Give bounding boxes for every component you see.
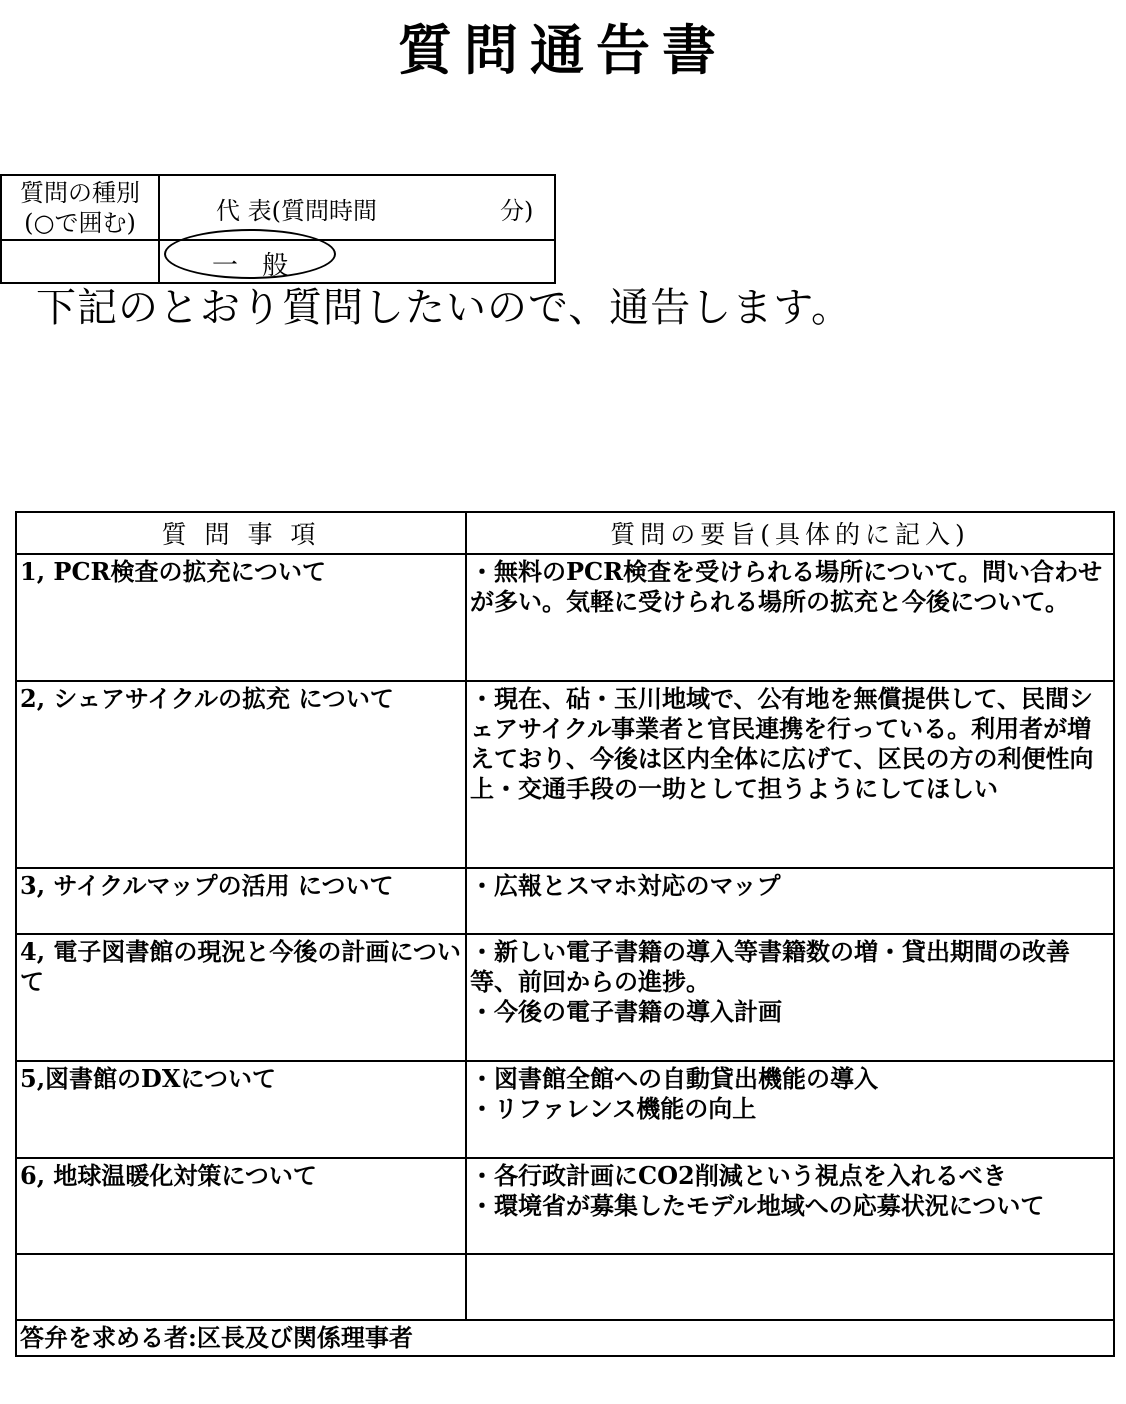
question-item — [16, 1254, 466, 1320]
question-type-label-line2: (○で囲む) — [24, 208, 136, 237]
header-question-summary: 質問の要旨(具体的に記入) — [466, 512, 1114, 554]
question-summary: ・無料のPCR検査を受けられる場所について。問い合わせが多い。気軽に受けられる場所の拡充と今後について。 — [466, 554, 1114, 681]
question-summary: ・広報とスマホ対応のマップ — [466, 868, 1114, 934]
table-row — [16, 1320, 1114, 1356]
question-item: 6, 地球温暖化対策について — [16, 1158, 466, 1254]
question-item: 2, シェアサイクルの拡充 について — [16, 681, 466, 868]
table-row — [16, 681, 1114, 868]
table-row — [16, 868, 1114, 934]
respondent-line: 答弁を求める者:区長及び関係理事者 — [16, 1320, 1114, 1356]
representative-label: 代 表(質問時間 — [216, 197, 377, 225]
header-question-item: 質 問 事 項 — [16, 512, 466, 554]
table-row — [16, 1061, 1114, 1158]
minutes-unit: 分) — [500, 197, 534, 225]
question-type-label — [1, 175, 159, 240]
table-row — [16, 934, 1114, 1061]
question-type-table — [0, 174, 556, 284]
document-title: 質問通告書 — [398, 18, 728, 82]
general-label: 一 般 — [212, 251, 297, 282]
question-item: 5,図書館のDXについて — [16, 1061, 466, 1158]
table-row — [16, 1158, 1114, 1254]
question-summary — [466, 1254, 1114, 1320]
question-type-blank-cell — [1, 240, 159, 283]
questions-table — [15, 511, 1115, 1357]
representative-option[interactable] — [159, 175, 555, 240]
question-type-label-line1: 質問の種別 — [20, 178, 140, 207]
table-row — [16, 554, 1114, 681]
question-summary: ・各行政計画にCO2削減という視点を入れるべき ・環境省が募集したモデル地域への応募状況について — [466, 1158, 1114, 1254]
table-row — [16, 1254, 1114, 1320]
question-summary: ・新しい電子書籍の導入等書籍数の増・貸出期間の改善等、前回からの進捗。 ・今後の電子書籍の導入計画 — [466, 934, 1114, 1061]
question-summary: ・図書館全館への自動貸出機能の導入 ・リファレンス機能の向上 — [466, 1061, 1114, 1158]
question-summary: ・現在、砧・玉川地域で、公有地を無償提供して、民間シェアサイクル事業者と官民連携を行っている。利用者が増えており、今後は区内全体に広げて、区民の方の利便性向上・交通手段の一助として担うようにしてほしい — [466, 681, 1114, 868]
question-item: 3, サイクルマップの活用 について — [16, 868, 466, 934]
general-option[interactable] — [159, 240, 555, 283]
question-item: 1, PCR検査の拡充について — [16, 554, 466, 681]
notice-text: 下記のとおり質問したいので、通告します。 — [36, 285, 852, 331]
question-item: 4, 電子図書館の現況と今後の計画について — [16, 934, 466, 1061]
